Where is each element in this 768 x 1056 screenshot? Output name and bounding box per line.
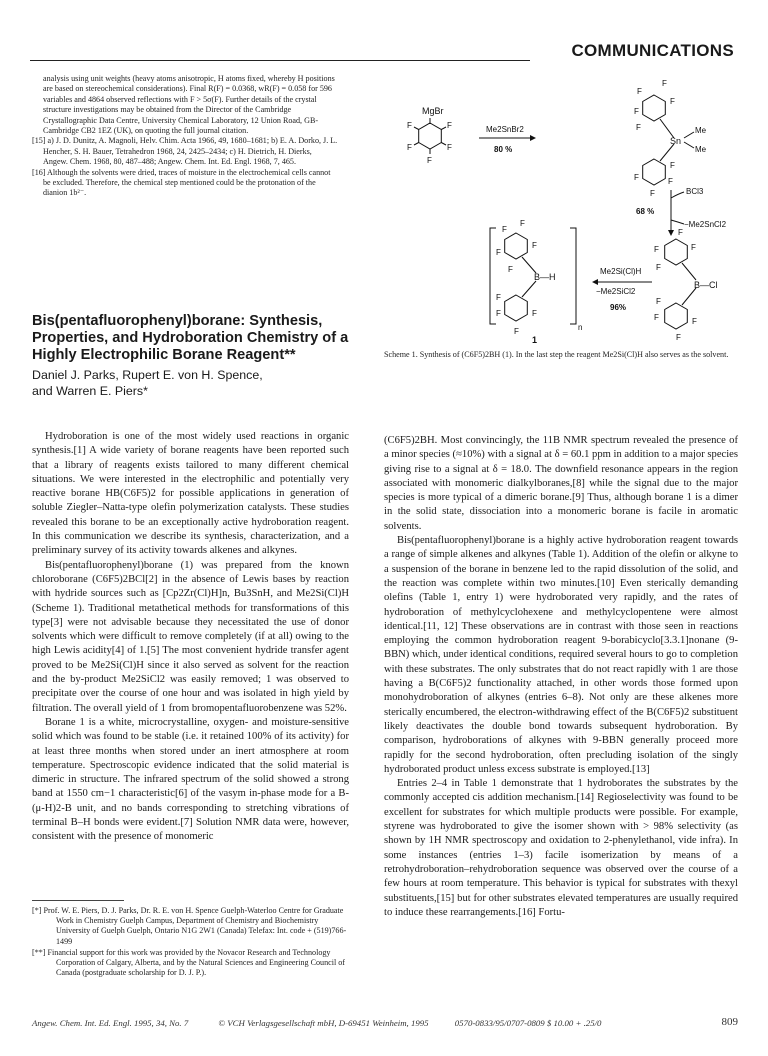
bond [522,281,536,297]
footnote-mark: [*] [32,906,42,915]
fluorine-label: F [407,121,412,130]
footnotes [32,906,348,979]
copyright-code: 0570-0833/95/0707-0809 $ 10.00 + .25/0 [454,1018,602,1028]
tin-atom: Sn [670,136,682,146]
footnote-mark: [**] [32,947,46,957]
fluorine-label: F [496,309,501,318]
fluorine-label: F [447,143,452,152]
polymer-index: n [578,323,583,332]
scheme-caption: Scheme 1. Synthesis of (C6F5)2BH (1). In the last step the reagent Me2Si(Cl)H also serves as the solvent. [384,350,729,359]
step3-byproduct: −Me2SiCl2 [596,287,636,296]
paragraph: Borane 1 is a white, microcrystalline, oxygen- and moisture-sensitive solid which was found to be stable (i.e. it retained 100% of its activity) for at least three months when stored under an inert atmosphere at room temperature. Spectroscopic evidence indicated that the solid material is dimeric in structure. The infrared spectrum of the solid showed a strong band at 1550 cm−1 characteristic[6] of the νasym in-phase mode for a B-(μ-H)2-B unit, and no bands corresponding to stretching vibrations of terminal B–H bonds were evident.[7] Solution NMR data were, however, consistent with the presence of monomeric [32,716,349,843]
fluorine-label: F [496,293,501,302]
page-number: 809 [721,1016,738,1028]
bond [660,144,674,161]
pentafluorophenyl-ring [643,159,666,185]
fluorine-label: F [496,248,501,257]
fluorine-label: F [691,243,696,252]
fluorine-label: F [676,333,681,342]
compound-number: 1 [532,335,538,345]
authors-line-2: and Warren E. Piers* [32,383,148,398]
fluorine-label: F [670,97,675,106]
body-column-left [32,430,349,845]
fluorine-label: F [427,156,432,165]
fluorine-label: F [636,123,641,132]
fluorine-label: F [678,228,683,237]
header-rule [30,60,530,61]
step3-yield: 96% [610,303,627,312]
arrow-head [592,279,598,285]
pentafluorophenyl-ring [505,295,528,321]
reference-16: [16] Although the solvents were dried, traces of moisture in the electrochemical cells cannot be excluded. Therefore, the chemical step mentioned could be the protonation of the dianion 1b²⁻. [32,167,331,198]
pentafluorophenyl-ring [414,118,446,154]
fluorine-label: F [532,309,537,318]
tin-methyl-1: Me [695,126,707,135]
body-column-right [384,434,738,920]
article-authors [32,368,352,399]
fluorine-label: F [654,245,659,254]
fluorine-label: F [514,327,519,336]
journal-citation: Angew. Chem. Int. Ed. Engl. 1995, 34, No. 7 [32,1018,189,1028]
byproduct-hook [671,220,684,224]
paragraph: Hydroboration is one of the most widely used reactions in organic synthesis.[1] A wide variety of borane reagents have been reported such that a library of reagents exists tailored to many different chemical situations. We were interested in the electrophilic and potentially very reactive borane HB(C6F5)2 for possible applications in generation of soluble Ziegler–Natta-type olefin polymerization catalysts. These studies revealed this borane to be an exceptionally active hydroboration reagent. In this communication we describe its synthesis, characterization, and a preliminary survey of its activity towards alkenes and alkynes. [32,431,349,557]
notes-continuation: analysis using unit weights (heavy atoms anisotropic, H atoms fixed, whereby H positions are based on stereochemical considerations). Final R(F) = 0.0368, wR(F) = 0.058 for 596 variables and 4864 observed reflections with F > 5σ(F). Further details of the crystal structure investigations may be obtained from the Director of the Cambridge Crystallographic Data Centre, University Chemical Laboratory, 12 Union Road, GB-Cambridge CB2 1EZ (UK), on quoting the full journal citation. [43,74,335,136]
chloroborane-center: B—Cl [694,280,718,290]
bond [682,263,696,280]
reference-15: [15] a) J. D. Dunitz, A. Magnoli, Helv. Chim. Acta 1966, 49, 1680–1681; b) E. A. Dorko, J. L. Hencher, S. H. Bauer, Tetrahedron 1968, 24, 2425–2434; c) H. Dietrich, H. Dierks, Angew. Chem. 1968, 80, 487–488; Angew. Chem. Int. Ed. Engl. 1968, 7, 465. [32,136,338,167]
fluorine-label: F [668,177,673,186]
paragraph: (C6F5)2BH. Most convincingly, the 11B NMR spectrum revealed the presence of a minor species (≈10%) with a signal at δ = 60.1 ppm in addition to a major species giving rise to a signal at δ = 18.0. The downfield resonance appears in the region associated with monomeric dialkylboranes,[8] while the signal due to the major species is more typical of a dimeric borane.[9] Thus, although borane 1 is a dimer in the solid state, dissociation into a monomeric borane is facile in aromatic solvents. [384,435,738,532]
fluorine-label: F [502,225,507,234]
pentafluorophenyl-ring [505,233,528,259]
footnote-text: Prof. W. E. Piers, D. J. Parks, Dr. R. E. von H. Spence Guelph-Waterloo Centre for Graduate Work in Chemistry Guelph Campus, Department of Chemistry and Biochemistry University of Guelph Guelph, Ontario N1G 2W1 (Canada) Telefax: Int. code + (519)766-1499 [43,906,347,946]
fluorine-label: F [634,173,639,182]
fluorine-label: F [654,313,659,322]
footnote-rule [32,900,124,901]
fluorine-label: F [532,241,537,250]
corresponding-author-note [32,906,348,947]
bond [684,132,694,138]
pentafluorophenyl-ring [665,239,688,265]
page-footer [32,1018,738,1028]
article-title: Bis(pentafluorophenyl)borane: Synthesis, Properties, and Hydroboration Chemistry of a Highly Electrophilic Borane Reagent** [32,313,349,363]
pentafluorophenyl-ring [643,95,666,121]
step1-yield: 80 % [494,145,513,154]
step1-reagent: Me2SnBr2 [486,125,524,134]
fluorine-label: F [662,79,667,88]
fluorine-label: F [637,87,642,96]
fluorine-label: F [670,161,675,170]
step2-reagent: BCl3 [686,187,704,196]
paragraph: Entries 2–4 in Table 1 demonstrate that 1 hydroborates the substrates by the commonly accepted cis addition mechanism.[14] Regioselectivity was found to be excellent for substrates for which multiple products were possible. For example, styrene was hydroborated to give the isomer shown with > 98% selectivity (as shown by 1H NMR spectroscopy and oxidation to 2-phenylethanol, vide infra). In some instances (entries 1–3) facile isomerization by means of a retrohydroboration–rehydroboration sequence was observed over the course of a few hours at room temperature. This behavior is typical for substrates with thexyl substituents,[15] but for other substrates elevated temperatures are usually required to induce these rearrangements.[16] Fortu- [384,778,738,918]
reagent-hook [671,192,684,198]
fluorine-label: F [520,219,525,228]
fluorine-label: F [508,265,513,274]
arrow-head [530,135,536,141]
top-notes [32,74,338,199]
grignard-label: MgBr [422,106,444,116]
authors-line-1: Daniel J. Parks, Rupert E. von H. Spence, [32,368,263,382]
step2-byproduct: −Me2SnCl2 [684,220,727,229]
arrow-head [668,230,674,236]
bond [522,257,536,273]
fluorine-label: F [656,297,661,306]
bracket-right [570,228,576,324]
footnote-text: Financial support for this work was provided by the Novacor Research and Technology Corporation of Calgary, Alberta, and by the Natural Sciences and Engineering Council of Canada (postgraduate scholarship for D. J. P.). [47,947,345,978]
tin-methyl-2: Me [695,145,707,154]
fluorine-label: F [692,317,697,326]
funding-note [32,948,348,979]
fluorine-label: F [407,143,412,152]
bond [682,288,696,305]
fluorine-label: F [634,107,639,116]
scheme-1-diagram [384,72,738,346]
section-header: COMMUNICATIONS [571,41,734,60]
step3-reagent: Me2Si(Cl)H [600,267,642,276]
bond [684,142,694,148]
paragraph: Bis(pentafluorophenyl)borane is a highly active hydroboration reagent towards a range of simple alkenes and alkynes (Table 1). Addition of the olefin or alkyne to a suspension of the borane in benzene led to the rapid dissolution of the solid, and the reaction was complete within two minutes.[10] Even sterically demanding olefins (Table 1, entry 1) were hydroborated very rapidly, and the rates of hydroboration of methylcyclohexene and methylcyclopentene were almost identical.[11, 12] These observations are in contrast with those seen in reactions employing the common hydroboration reagent 9-borabicyclo[3.3.1]nonane (9-BBN) which, under identical conditions, required several hours to go to completion with these substrates. The only substrates that do not react rapidly with 1 are those having a B(C6F5)2 functionality attached, in other words those formed upon monohydroboration of alkynes (entries 6–8). Not only are these alkenes more sterically encumbered, the electron-withdrawing effect of the B(C6F5)2 substituent likely deactivates the double bond towards subsequent hydroboration. By comparison, hydroborations of alkynes with 9-BBN generally proceed more rapidly for the second hydroboration, often precluding isolation of the singly hydroborated product unless excess substrate is employed.[13] [384,535,738,775]
publisher-line: © VCH Verlagsgesellschaft mbH, D-69451 Weinheim, 1995 [218,1018,429,1028]
pentafluorophenyl-ring [665,303,688,329]
fluorine-label: F [656,263,661,272]
fluorine-label: F [650,189,655,198]
borane-center: B—H [534,272,556,282]
fluorine-label: F [447,121,452,130]
step2-yield: 68 % [636,207,655,216]
paragraph: Bis(pentafluorophenyl)borane (1) was prepared from the known chloroborane (C6F5)2BCl[2] in the absence of Lewis bases by reaction with hydride sources such as [Cp2Zr(Cl)H]n, Bu3SnH, and Me2Si(Cl)H (Scheme 1). Traditional metathetical methods for transformations of this type[3] were not advisable because they necessitated the use of donor solvents which were difficult to remove completely (if at all) owing to the high Lewis acidity[4] of 1.[5] The most convenient hydride transfer agent proved to be Me2Si(Cl)H since it also served as solvent for the reaction and the by-product Me2SiCl2 was easily removed; 1 was observed to precipitate over the course of one hour and was isolated in high yield by filtration. The overall yield of 1 from bromopentafluorobenzene was 52%. [32,559,349,714]
